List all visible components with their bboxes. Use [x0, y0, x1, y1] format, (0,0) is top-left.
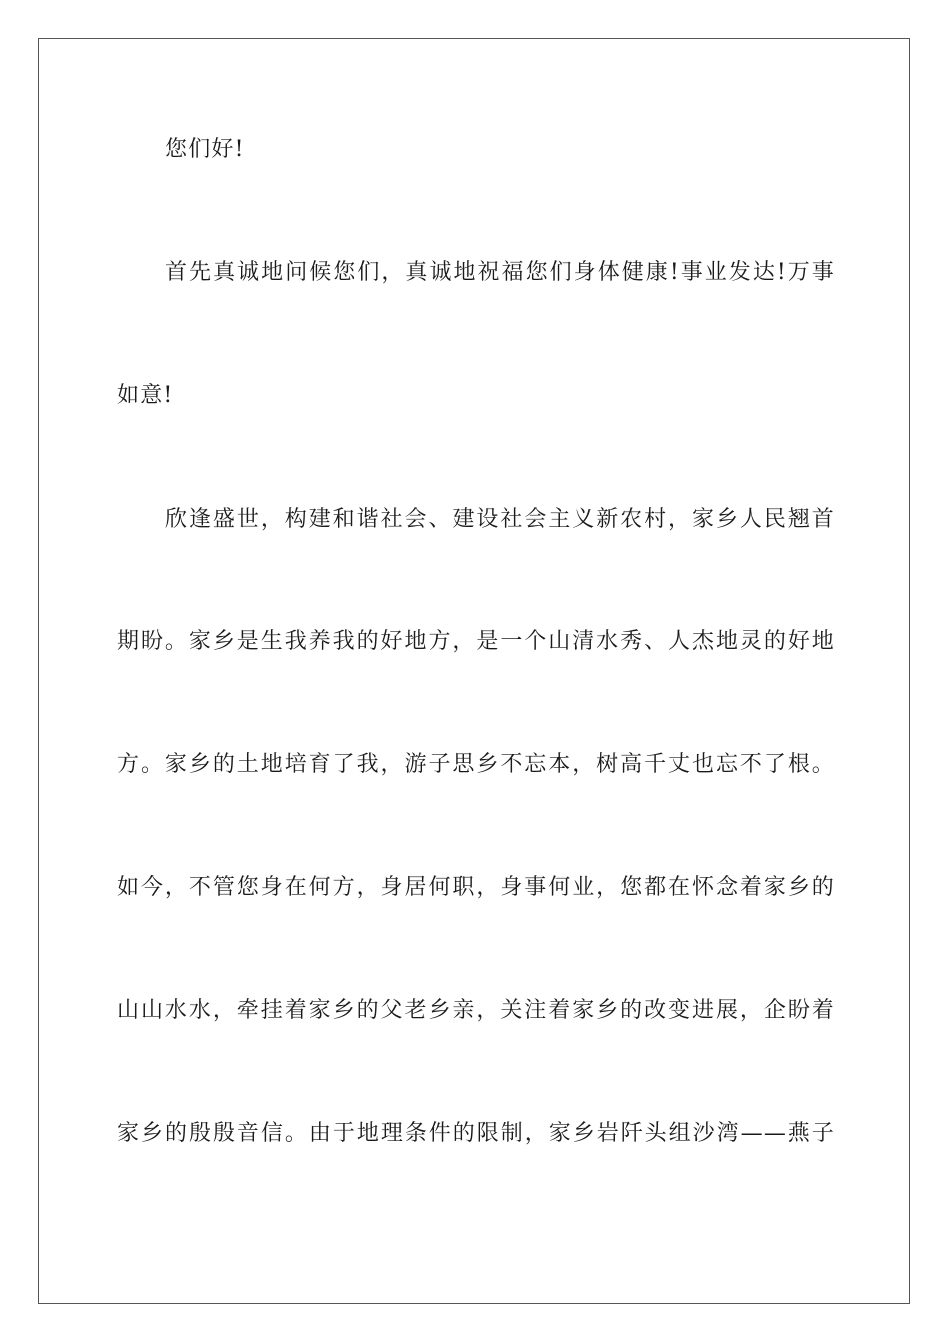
paragraph-line-8: 家乡的殷殷音信。由于地理条件的限制，家乡岩阡头组沙湾——燕子 — [117, 1121, 835, 1146]
paragraph-line-2: 如意! — [117, 383, 174, 408]
paragraph-line-3: 欣逢盛世，构建和谐社会、建设社会主义新农村，家乡人民翘首 — [165, 507, 835, 532]
paragraph-line-6: 如今，不管您身在何方，身居何职，身事何业，您都在怀念着家乡的 — [117, 875, 835, 900]
paragraph-line-7: 山山水水，牵挂着家乡的父老乡亲，关注着家乡的改变进展，企盼着 — [117, 998, 835, 1023]
paragraph-line-4: 期盼。家乡是生我养我的好地方，是一个山清水秀、人杰地灵的好地 — [117, 629, 835, 654]
paragraph-line-5: 方。家乡的土地培育了我，游子思乡不忘本，树高千丈也忘不了根。 — [117, 752, 835, 777]
greeting-line: 您们好! — [165, 137, 245, 162]
page-border — [38, 38, 910, 1304]
paragraph-line-1: 首先真诚地问候您们，真诚地祝福您们身体健康!事业发达!万事 — [165, 260, 835, 285]
